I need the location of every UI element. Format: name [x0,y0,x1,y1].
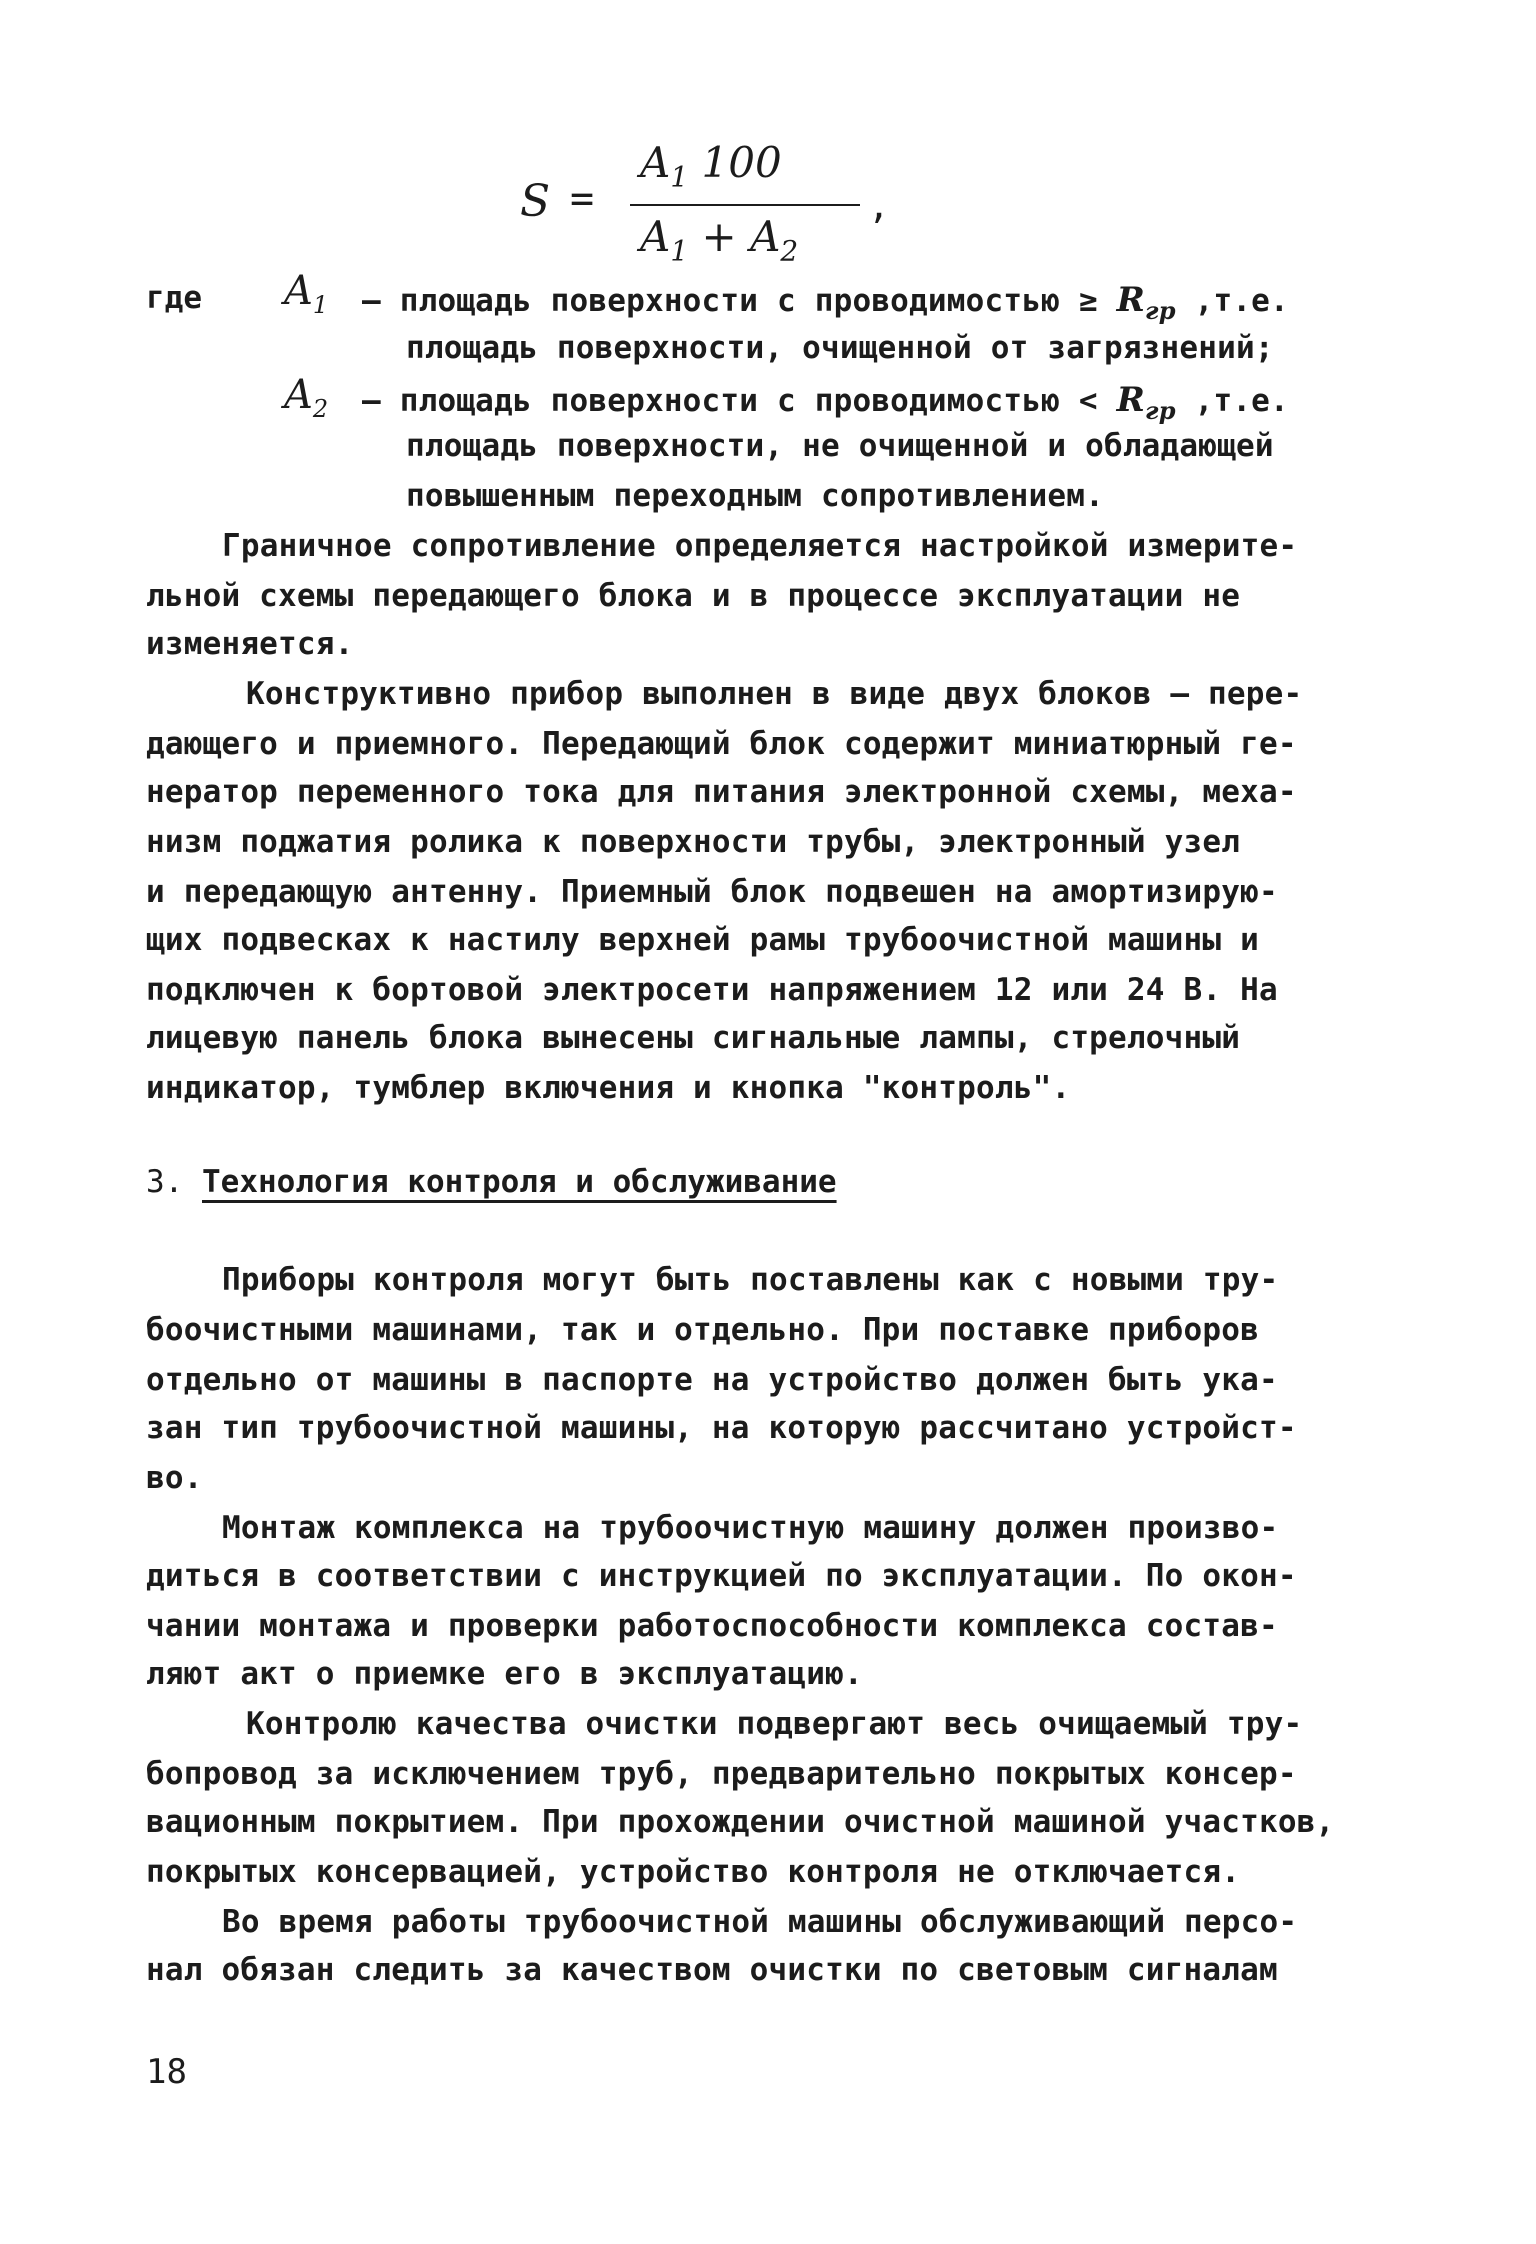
section-heading [146,1164,837,1200]
text-line: подключен к бортовой электросети напряжением 12 или 24 В. На [146,972,1278,1008]
a1-r-sub: гр [1145,295,1176,325]
text-line: щих подвесках к настилу верхней рамы трубоочистной машины и [146,922,1259,958]
text-line: Контролю качества очистки подвергают весь очищаемый тру- [246,1706,1303,1742]
a2-r-sub: гр [1145,395,1176,425]
text-line: во. [146,1460,203,1496]
page-number: 18 [146,2052,187,2092]
text-line: лицевую панель блока вынесены сигнальные лампы, стрелочный [146,1020,1241,1056]
formula-numerator [640,138,782,193]
text-line: и передающую антенну. Приемный блок подвешен на амортизирую- [146,874,1278,910]
a1-letter: A [284,268,313,314]
formula-den-a-sub: 1 [670,234,689,268]
text-line: зан тип трубоочистной машины, на которую рассчитано устройст- [146,1410,1297,1446]
formula-den-b: A [750,212,781,261]
a2-definition-line3: повышенным переходным сопротивлением. [406,478,1104,514]
formula-lhs: S [520,176,551,227]
a2-sub: 2 [312,395,329,423]
text-line: чании монтажа и проверки работоспособности комплекса состав- [146,1608,1278,1644]
fraction-bar [630,204,860,206]
a2-definition-line1 [362,380,1289,425]
a2-line1-end: ,т.е. [1194,383,1289,419]
formula-den-b-sub: 2 [780,234,799,268]
text-line: индикатор, тумблер включения и кнопка "контроль". [146,1070,1071,1106]
text-line: Во время работы трубоочистной машины обслуживающий персо- [222,1904,1298,1940]
text-line: ляют акт о приемке его в эксплуатацию. [146,1656,863,1692]
text-line: льной схемы передающего блока и в процессе эксплуатации не [146,578,1241,614]
formula-den-plus: + [688,212,751,261]
a2-r-symbol [1116,380,1176,425]
a1-line1-text: – площадь поверхности с проводимостью ≥ [362,283,1098,319]
text-line: нератор переменного тока для питания электронной схемы, меха- [146,774,1297,810]
text-line: Граничное сопротивление определяется настройкой измерите- [222,528,1298,564]
a2-letter: A [284,372,313,418]
formula-den-a: A [640,212,671,261]
text-line: вационным покрытием. При прохождении очистной машиной участков, [146,1804,1335,1840]
formula-numerator-rest: 100 [688,138,782,187]
text-line: нал обязан следить за качеством очистки по световым сигналам [146,1952,1278,1988]
text-line: дающего и приемного. Передающий блок содержит миниатюрный ге- [146,726,1297,762]
formula-numerator-sub: 1 [670,160,689,194]
a1-sub: 1 [312,291,329,319]
section-number: 3. [146,1164,184,1200]
text-line: Монтаж комплекса на трубоочистную машину должен произво- [222,1510,1279,1546]
a1-definition-line1 [362,280,1289,325]
formula-numerator-a: A [640,138,671,187]
text-line: отдельно от машины в паспорте на устройство должен быть ука- [146,1362,1278,1398]
formula [520,138,890,268]
a2-definition-line2: площадь поверхности, не очищенной и обладающей [406,428,1274,464]
a1-symbol [284,268,328,319]
a1-line1-end: ,т.е. [1194,283,1289,319]
section-title: Технология контроля и обслуживание [202,1164,837,1200]
a2-r-letter: R [1116,380,1146,420]
a1-r-letter: R [1116,280,1146,320]
text-line: Конструктивно прибор выполнен в виде двух блоков – пере- [246,676,1303,712]
formula-comma: , [868,186,890,227]
text-line: покрытых консервацией, устройство контроля не отключается. [146,1854,1241,1890]
formula-denominator [640,212,798,267]
text-line: бопровод за исключением труб, предварительно покрытых консер- [146,1756,1297,1792]
text-line: Приборы контроля могут быть поставлены как с новыми тру- [222,1262,1279,1298]
a2-symbol [284,372,328,423]
text-line: низм поджатия ролика к поверхности трубы, электронный узел [146,824,1241,860]
text-line: боочистными машинами, так и отдельно. При поставке приборов [146,1312,1259,1348]
where-word: где [146,280,202,316]
formula-equals: = [570,176,595,222]
text-line: диться в соответствии с инструкцией по эксплуатации. По окон- [146,1558,1297,1594]
a2-line1-text: – площадь поверхности с проводимостью < [362,383,1098,419]
text-line: изменяется. [146,626,354,662]
a1-definition-line2: площадь поверхности, очищенной от загрязнений; [406,330,1274,366]
a1-r-symbol [1116,280,1176,325]
